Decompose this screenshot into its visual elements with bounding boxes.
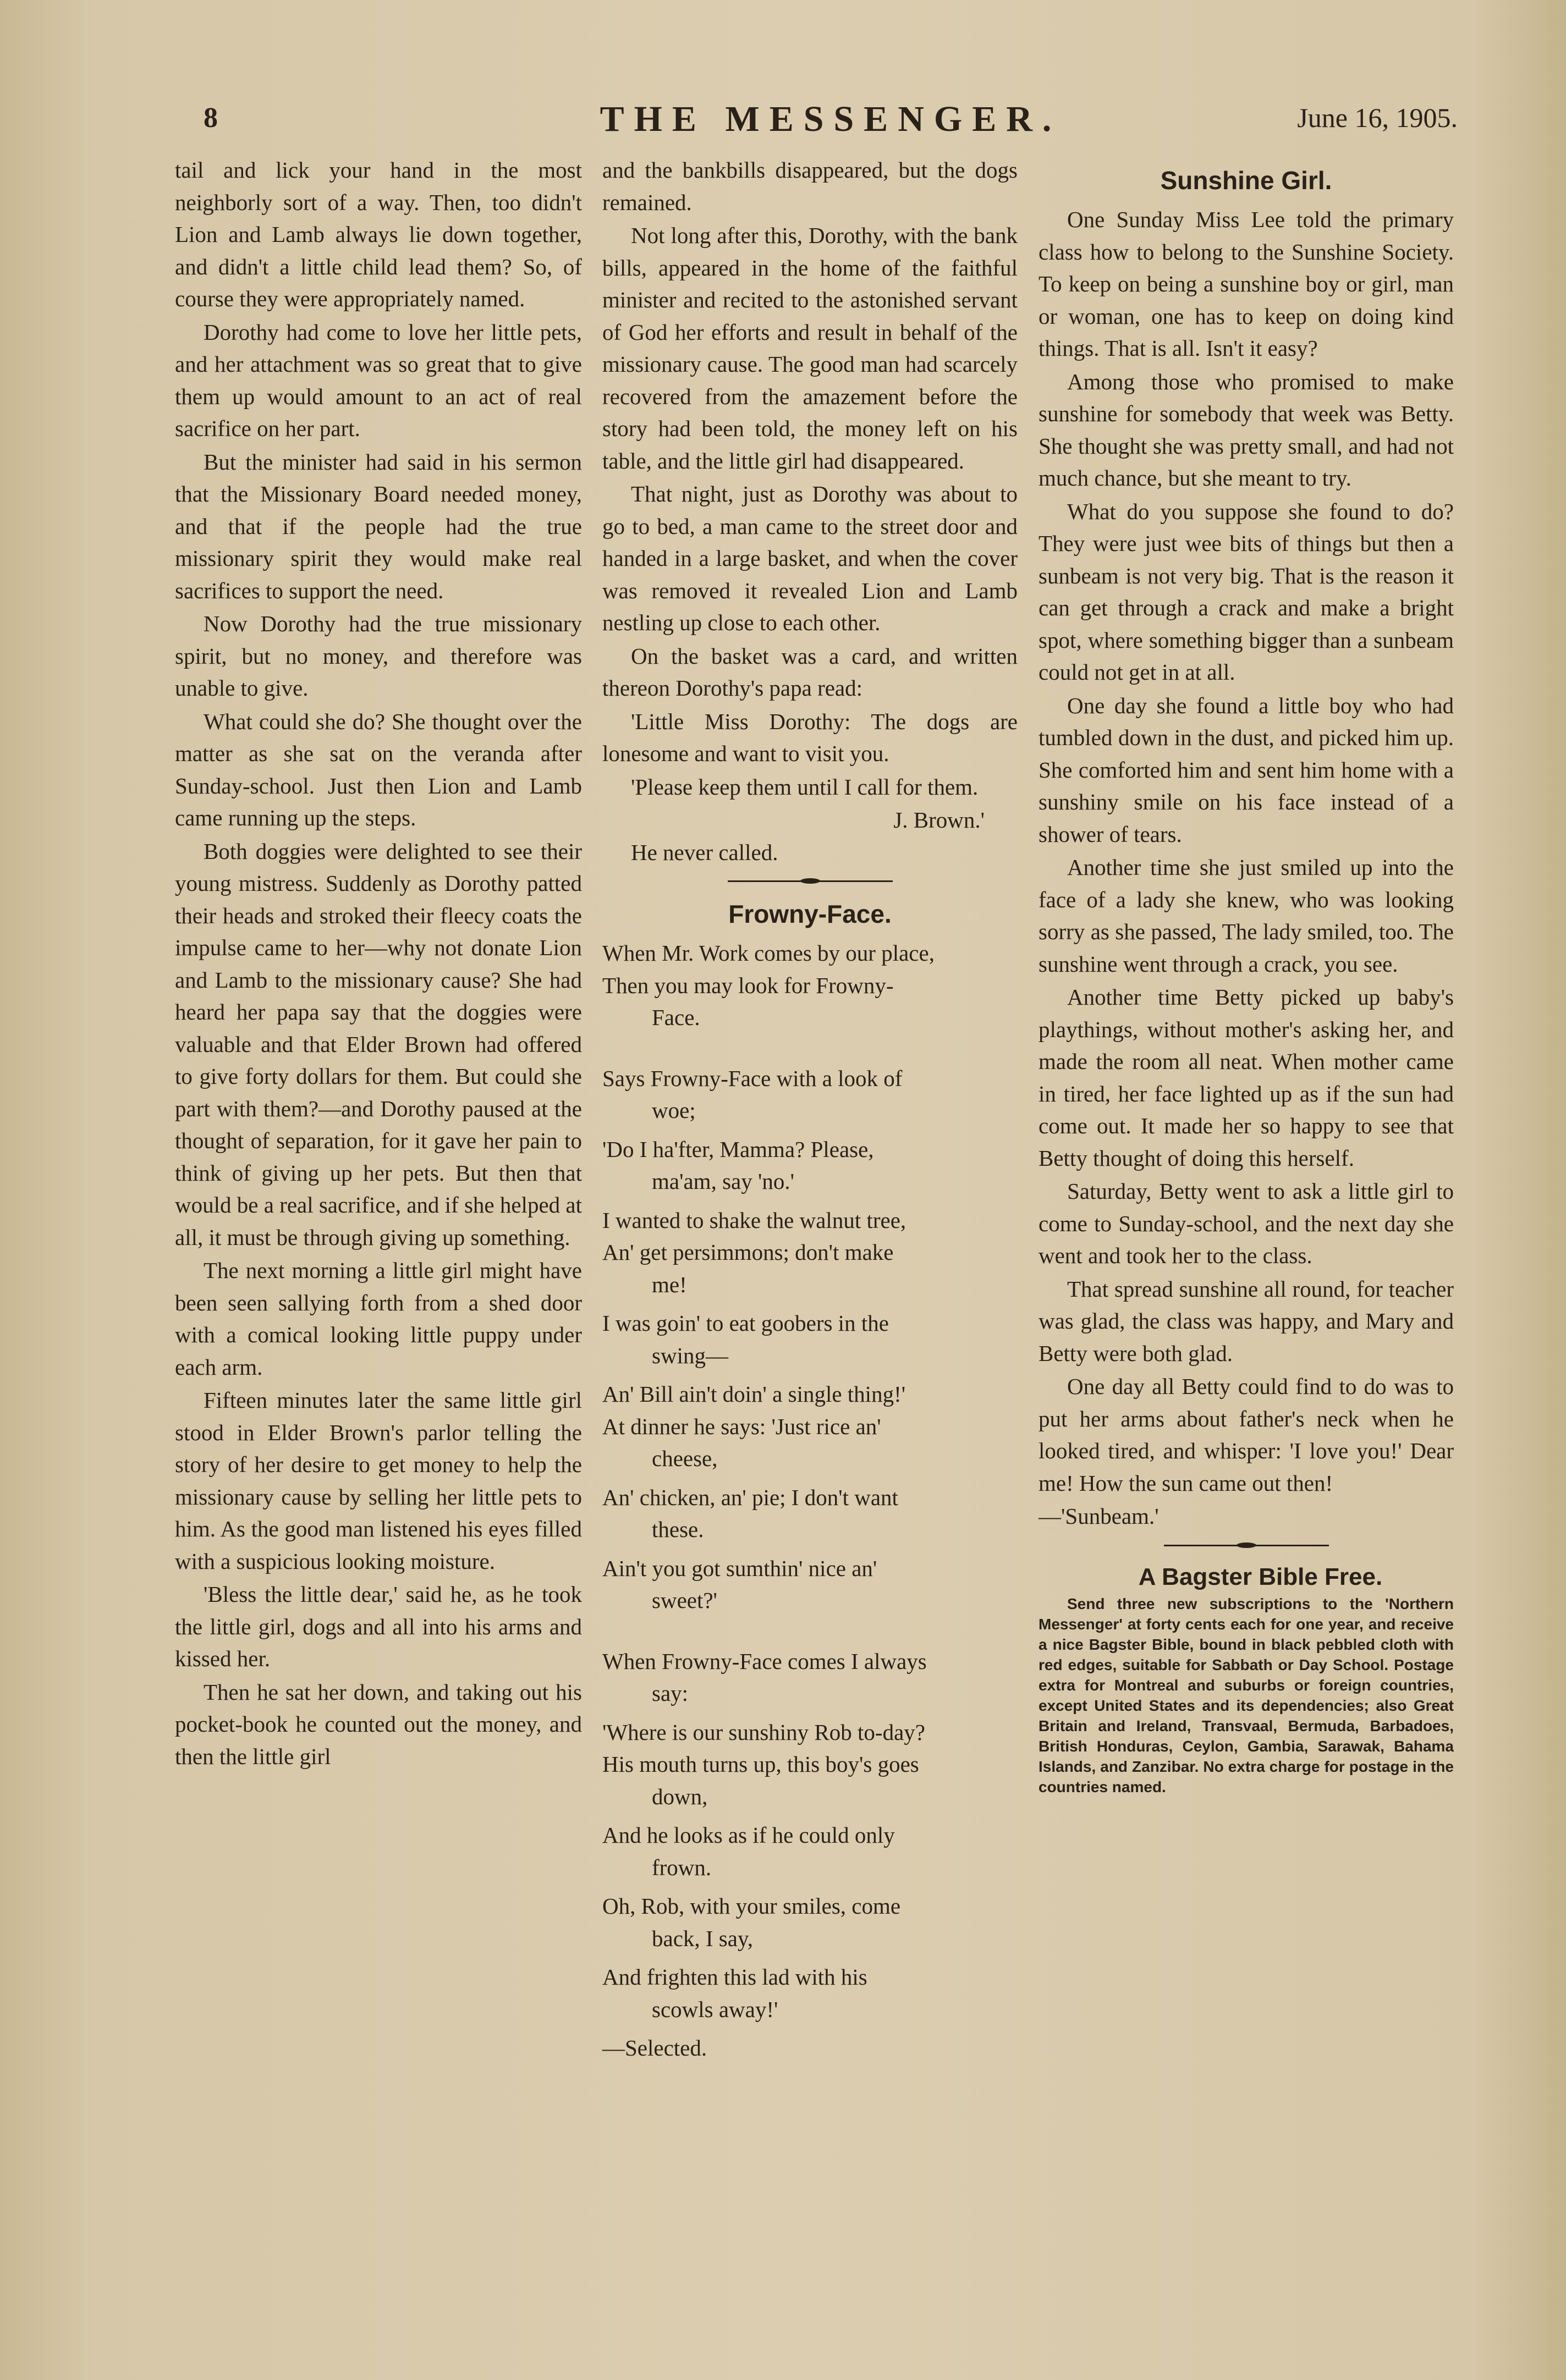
notice-text: Send three new subscriptions to the 'Northern Messenger' at forty cents each for one year, and receive a nice Bagster Bible, bound in black pebbled cloth with red edges, suitable for Sabbath or Day School. Postage extra for Montreal and suburbs or foreign countries, except United States and its dependencies; also Great Britain and Ireland, Transvaal, Bermuda, Barbadoes, British Honduras, Ceylon, Gambia, Sarawak, Bahama Islands, and Zanzibar. No extra charge for postage in the countries named. <box>1038 1595 1454 1795</box>
paragraph: One Sunday Miss Lee told the primary class how to belong to the Sunshine Society. To keep on being a sunshine boy or girl, man or woman, one has to keep on doing kind things. That is all. Isn't it easy? <box>1038 207 1454 361</box>
paragraph: One day all Betty could find to do was to put her arms about father's neck when he looked tired, and whisper: 'I love you!' Dear me! How the sun came out then! <box>1038 1374 1454 1496</box>
poem-line: 'Do I ha'fter, Mamma? Please, <box>602 1136 874 1162</box>
paragraph: That night, just as Dorothy was about to go to bed, a man came to the street door and handed in a large basket, and when the cover was removed it revealed Lion and Lamb nestling up close to each other. <box>602 481 1018 635</box>
paragraph: Both doggies were delighted to see their young mistress. Suddenly as Dorothy patted their heads and stroked their fleecy coats the impulse came to her—why not donate Lion and Lamb to the missionary cause? She had heard her papa say that the doggies were valuable and that Elder Brown had offered to give forty dollars for them. But could she part with them?—and Dorothy paused at the thought of separation, for it gave her pain to think of giving up her pets. But then that would be a real sacrifice, and if she helped at all, it must be through giving up something. <box>175 838 582 1250</box>
poem-line: An' chicken, an' pie; I don't want <box>602 1484 898 1510</box>
paragraph: Dorothy had come to love her little pets, and her attachment was so great that to give them up would amount to an act of real sacrifice on her part. <box>175 319 582 441</box>
poem-line: woe; <box>652 1098 696 1123</box>
poem-line: cheese, <box>652 1446 718 1471</box>
paragraph: But the minister had said in his sermon that the Missionary Board needed money, and that if the people had the true missionary spirit they would make real sacrifices to support the need. <box>175 449 582 603</box>
paragraph: tail and lick your hand in the most neighborly sort of a way. Then, too didn't Lion and Lamb always lie down together, and didn't a little child lead them? So, of course they were appropriately named. <box>175 157 582 311</box>
signature: J. Brown.' <box>893 807 985 833</box>
poem-title: Frowny-Face. <box>728 900 892 928</box>
poem-line: scowls away!' <box>652 1996 778 2022</box>
paragraph: On the basket was a card, and written thereon Dorothy's papa read: <box>602 643 1018 701</box>
poem-line: swing— <box>652 1342 728 1368</box>
letter-closing <box>602 771 1018 803</box>
poem-line: And frighten this lad with his <box>602 1964 867 1990</box>
poem-line: And he looks as if he could only <box>602 1822 895 1848</box>
poem-credit: —Selected. <box>602 2035 707 2061</box>
paragraph: Then he sat her down, and taking out his pocket-book he counted out the money, and then the little girl <box>175 1679 582 1769</box>
poem-line: An' get persimmons; don't make <box>602 1239 894 1265</box>
poem-line: I was goin' to eat goobers in the <box>602 1310 889 1336</box>
paragraph: Another time Betty picked up baby's playthings, without mother's asking her, and made the room all neat. When mother came in tired, her face lighted up as if the sun had come out. It made her so happy to see that Betty thought of doing this herself. <box>1038 984 1454 1171</box>
section-divider <box>1164 1545 1329 1546</box>
masthead-title: THE MESSENGER. <box>600 99 1062 139</box>
poem-line: At dinner he says: 'Just rice an' <box>602 1413 881 1439</box>
paragraph: What could she do? She thought over the matter as she sat on the veranda after Sunday-school. Just then Lion and Lamb came running up the steps. <box>175 708 582 830</box>
poem-line: sweet?' <box>652 1588 717 1613</box>
poem-line: His mouth turns up, this boy's goes <box>602 1751 919 1777</box>
paragraph: Not long after this, Dorothy, with the bank bills, appeared in the home of the faithful minister and recited to the astonished servant of God her efforts and result in behalf of the missionary cause. The good man had scarcely recovered from the amazement before the story had been told, the money left on his table, and the little girl had disappeared. <box>602 223 1018 473</box>
paragraph: Now Dorothy had the true missionary spirit, but no money, and therefore was unable to give. <box>175 611 582 701</box>
paragraph: Another time she just smiled up into the face of a lady she knew, who was looking sorry as she passed, The lady smiled, too. The sunshine went through a crack, you see. <box>1038 855 1454 977</box>
poem-line: back, I say, <box>652 1925 754 1951</box>
poem-line: 'Where is our sunshiny Rob to-day? <box>602 1719 925 1745</box>
paragraph: 'Bless the little dear,' said he, as he took the little girl, dogs and all into his arms and kissed her. <box>175 1582 582 1671</box>
signature-line <box>602 804 1018 836</box>
issue-date: June 16, 1905. <box>1297 102 1458 133</box>
poem-line: Ain't you got sumthin' nice an' <box>602 1555 877 1581</box>
paragraph: Saturday, Betty went to ask a little girl to come to Sunday-school, and the next day she went and took her to the class. <box>1038 1178 1454 1268</box>
poem-line: When Frowny-Face comes I always <box>602 1648 927 1674</box>
paragraph: That spread sunshine all round, for teacher was glad, the class was happy, and Mary and Betty were both glad. <box>1038 1276 1454 1366</box>
column-1 <box>175 154 582 1773</box>
poem-line: Oh, Rob, with your smiles, come <box>602 1893 901 1919</box>
poem-line: say: <box>652 1681 689 1706</box>
poem-line: Says Frowny-Face with a look of <box>602 1065 903 1091</box>
paragraph: The next morning a little girl might have been seen sallying forth from a shed door with a comical looking little puppy under each arm. <box>175 1258 582 1380</box>
column-2 <box>602 154 1018 2064</box>
paragraph: Among those who promised to make sunshine for somebody that week was Betty. She thought she was pretty small, and had not much chance, but she meant to try. <box>1038 368 1454 491</box>
paragraph: 'Please keep them until I call for them. <box>631 774 979 800</box>
paragraph: Fifteen minutes later the same little girl stood in Elder Brown's parlor telling the story of her desire to get money to help the missionary cause by selling her little pets to him. As the good man listened his eyes filled with a suspicious looking moisture. <box>175 1387 582 1574</box>
section-divider <box>728 880 893 882</box>
article-credit: —'Sunbeam.' <box>1038 1503 1159 1529</box>
article-title: Sunshine Girl. <box>1160 166 1332 195</box>
paragraph: 'Little Miss Dorothy: The dogs are lonesome and want to visit you. <box>602 708 1018 766</box>
poem-line: frown. <box>652 1854 712 1880</box>
poem-line: ma'am, say 'no.' <box>652 1169 794 1194</box>
poem-line: Then you may look for Frowny- <box>602 972 894 998</box>
poem-line: I wanted to shake the walnut tree, <box>602 1207 906 1233</box>
poem-line: down, <box>652 1783 708 1809</box>
poem-line: An' Bill ain't doin' a single thing!' <box>602 1381 906 1407</box>
poem-line: these. <box>652 1517 704 1542</box>
poem-line: me! <box>652 1271 687 1297</box>
page-number: 8 <box>204 102 218 134</box>
column-3 <box>1038 159 1454 1798</box>
poem <box>602 937 1018 2064</box>
poem-line: When Mr. Work comes by our place, <box>602 940 935 966</box>
paragraph: One day she found a little boy who had tumbled down in the dust, and picked him up. She comforted him and sent him home with a sunshiny smile on his face instead of a shower of tears. <box>1038 692 1454 847</box>
paragraph: What do you suppose she found to do? They were just wee bits of things but then a sunbeam is not very big. That is the reason it can get through a crack and make a bright spot, where something bigger than a sunbeam could not get in at all. <box>1038 498 1454 685</box>
poem-line: Face. <box>652 1005 700 1030</box>
paragraph: and the bankbills disappeared, but the dogs remained. <box>602 157 1018 215</box>
paragraph: He never called. <box>631 839 778 865</box>
notice-title: A Bagster Bible Free. <box>1138 1563 1383 1590</box>
page-header <box>204 99 1458 140</box>
